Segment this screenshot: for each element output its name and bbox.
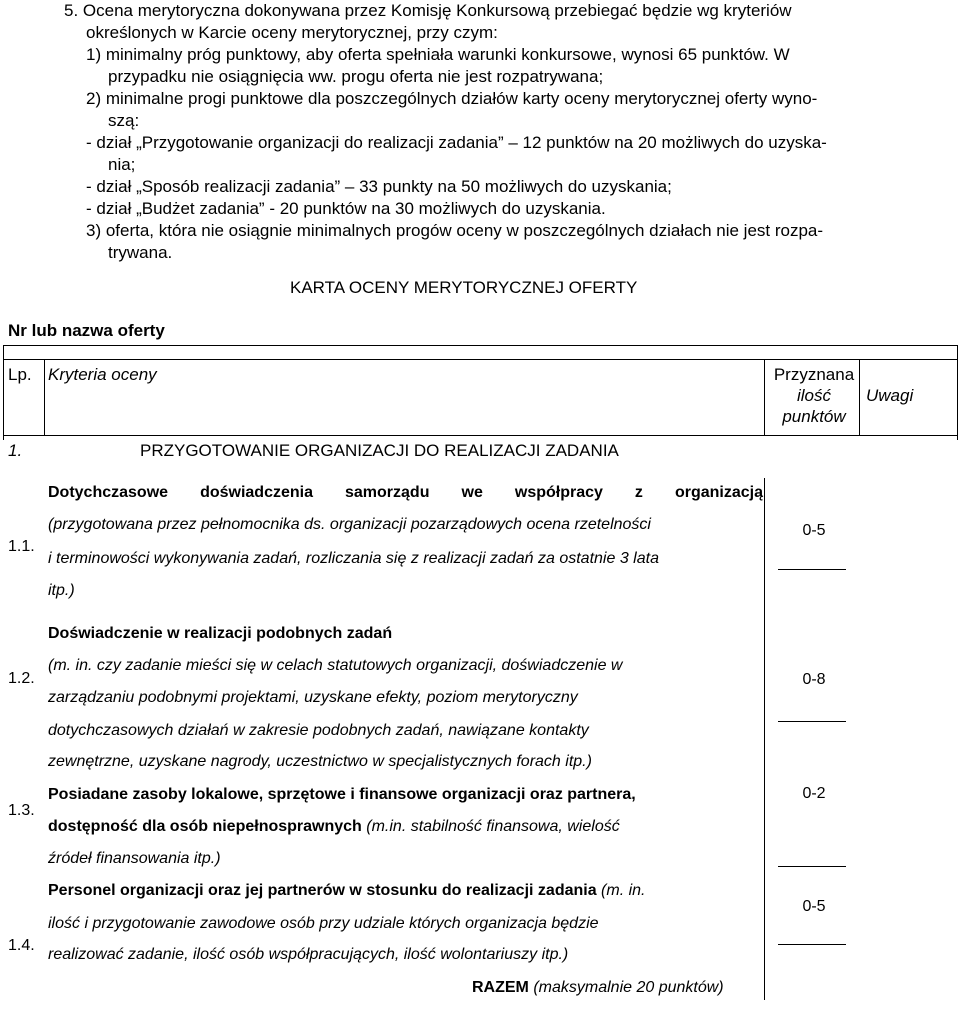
points-range: 0-8: [802, 671, 826, 688]
points-entry-line[interactable]: [778, 721, 846, 722]
intro-line: określonych w Karcie oceny merytorycznej, przy czym:: [86, 23, 498, 42]
criteria-column-right-border: [764, 478, 765, 1000]
row-number: 1.1.: [8, 538, 35, 555]
intro-line: - dział „Budżet zadania” - 20 punktów na 30 możliwych do uzyskania.: [86, 199, 606, 218]
total-label-note: (maksymalnie 20 punktów): [528, 979, 724, 996]
intro-line: 1) minimalny próg punktowy, aby oferta spełniała warunki konkursowe, wynosi 65 punktów. W: [86, 45, 790, 64]
section-title: PRZYGOTOWANIE ORGANIZACJI DO REALIZACJI ZADANIA: [140, 441, 619, 460]
header-points-line: ilość: [796, 386, 831, 405]
intro-line: - dział „Sposób realizacji zadania” – 33 punkty na 50 możliwych do uzyskania;: [86, 177, 672, 196]
points-entry-line[interactable]: [778, 866, 846, 867]
criterion-description: (m. in.: [596, 882, 646, 899]
row-number: 1.3.: [8, 802, 35, 819]
intro-line: trywana.: [108, 243, 173, 262]
card-title: KARTA OCENY MERYTORYCZNEJ OFERTY: [290, 278, 638, 297]
criterion-description: realizować zadanie, ilość osób współpracujących, ilość wolontariuszy itp.): [48, 946, 569, 963]
criterion-description: źródeł finansowania itp.): [48, 850, 221, 867]
criterion-title-continued: dostępność dla osób niepełnosprawnych: [48, 818, 362, 835]
intro-line: - dział „Przygotowanie organizacji do realizacji zadania” – 12 punktów na 20 możliwych do uzyska-: [86, 133, 827, 152]
header-criteria: Kryteria oceny: [48, 365, 157, 384]
total-label: [472, 978, 724, 998]
criterion-description: i terminowości wykonywania zadań, rozliczania się z realizacji zadań za ostatnie 3 lata: [48, 550, 659, 567]
section-number: 1.: [8, 441, 23, 460]
criterion-description-continued: (m.in. stabilność finansowa, wielość: [361, 818, 620, 835]
criterion-description: zarządzaniu podobnymi projektami, uzyskane efekty, poziom merytoryczny: [48, 689, 578, 706]
points-range: 0-5: [802, 522, 826, 539]
points-entry-line[interactable]: [778, 944, 846, 945]
intro-line: szą:: [108, 111, 140, 130]
intro-line: 2) minimalne progi punktowe dla poszczególnych działów karty oceny merytorycznej oferty wyno-: [86, 89, 818, 108]
table-top-border: [3, 345, 958, 346]
total-label-bold: RAZEM: [472, 979, 529, 996]
criterion-description: dotychczasowych działań w zakresie podobnych zadań, nawiązane kontakty: [48, 722, 589, 739]
header-top-line: [3, 359, 958, 360]
criterion-description: itp.): [48, 582, 75, 599]
points-range: 0-5: [802, 898, 826, 915]
criterion-title: Doświadczenie w realizacji podobnych zadań: [48, 625, 393, 642]
row-number: 1.2.: [8, 670, 35, 687]
criterion-title: Personel organizacji oraz jej partnerów w stosunku do realizacji zadania: [48, 882, 597, 899]
criterion-title-line: [48, 881, 646, 901]
points-entry-line[interactable]: [778, 569, 846, 570]
intro-line: przypadku nie osiągnięcia ww. progu oferta nie jest rozpatrywana;: [108, 67, 604, 86]
header-remarks: Uwagi: [866, 386, 914, 405]
criterion-title: Dotychczasowe doświadczenia samorządu we współpracy z organizacją: [48, 484, 763, 501]
header-points-line: punktów: [782, 407, 846, 426]
intro-line: 5. Ocena merytoryczna dokonywana przez Komisję Konkursową przebiegać będzie wg kryteriów: [64, 1, 792, 20]
column-divider: [764, 359, 765, 435]
criterion-description: (m. in. czy zadanie mieści się w celach statutowych organizacji, doświadczenie w: [48, 657, 623, 674]
intro-line: 3) oferta, która nie osiągnie minimalnych progów oceny w poszczególnych działach nie jest rozpa-: [86, 221, 824, 240]
header-points-line: Przyznana: [773, 365, 855, 384]
points-range: 0-2: [802, 785, 826, 802]
criterion-title: Posiadane zasoby lokalowe, sprzętowe i finansowe organizacji oraz partnera,: [48, 786, 636, 803]
intro-line: nia;: [108, 155, 136, 174]
offer-name-label: Nr lub nazwa oferty: [8, 321, 165, 340]
criterion-description: (przygotowana przez pełnomocnika ds. organizacji pozarządowych ocena rzetelności: [48, 516, 651, 533]
header-lp: Lp.: [8, 365, 32, 384]
column-divider: [44, 359, 45, 435]
row-number: 1.4.: [8, 937, 35, 954]
criterion-description: [48, 817, 620, 837]
criterion-description: zewnętrzne, uzyskane nagrody, uczestnictwo w specjalistycznych forach itp.): [48, 753, 592, 770]
column-divider: [859, 359, 860, 435]
header-bottom-line: [3, 435, 958, 436]
criterion-description: ilość i przygotowanie zawodowe osób przy udziale których organizacja będzie: [48, 915, 599, 932]
